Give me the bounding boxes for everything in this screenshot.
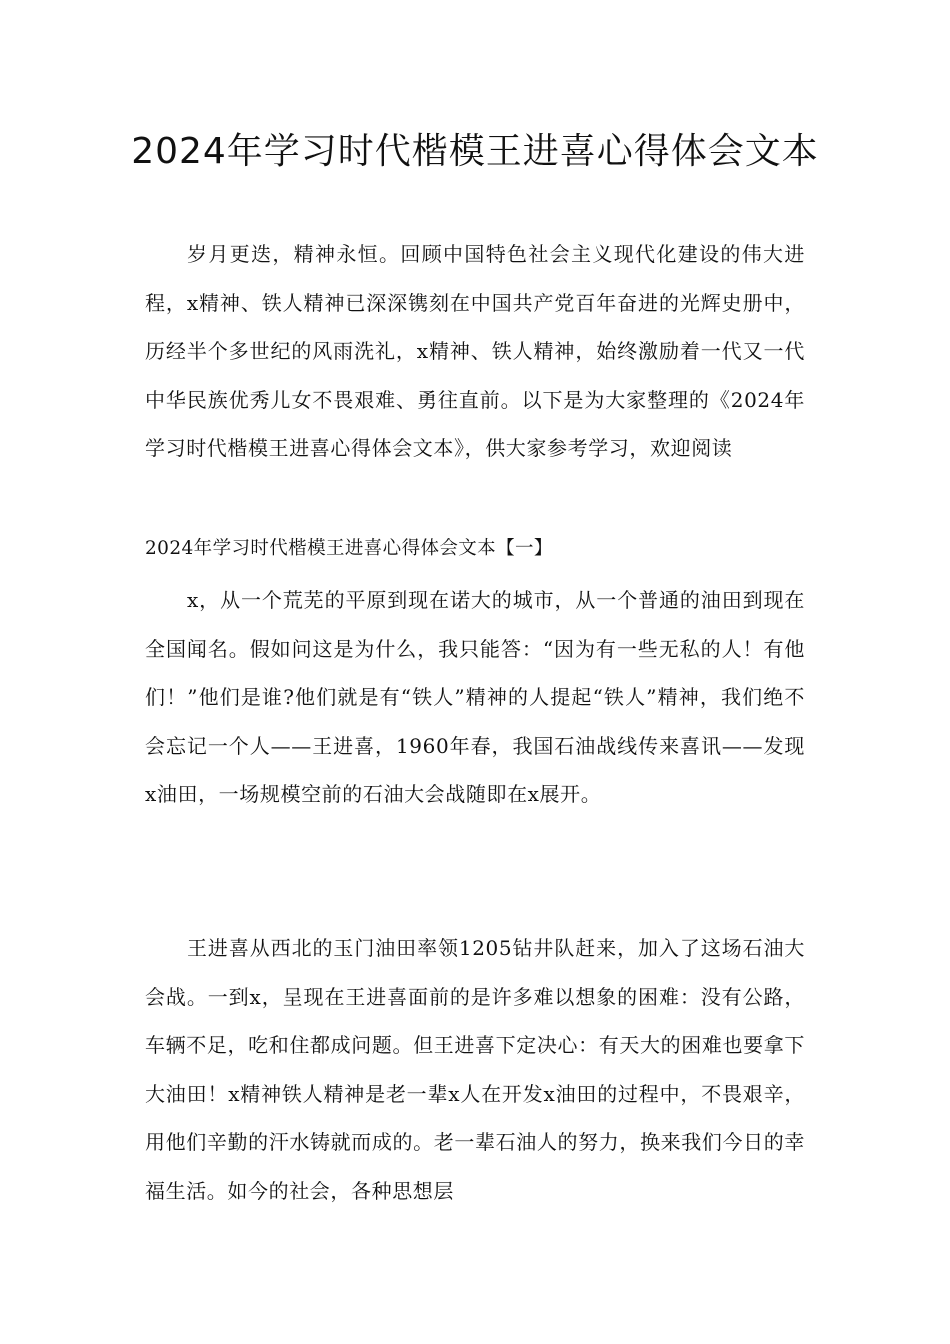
intro-paragraph: 岁月更迭，精神永恒。回顾中国特色社会主义现代化建设的伟大进程，x精神、铁人精神已深深镌刻在中国共产党百年奋进的光辉史册中，历经半个多世纪的风雨洗礼，x精神、铁人精神，始终激励着一代又一代中华民族优秀儿女不畏艰难、勇往直前。以下是为大家整理的《2024年学习时代楷模王进喜心得体会文本》，供大家参考学习，欢迎阅读	[145, 242, 805, 460]
document-title: 2024年学习时代楷模王进喜心得体会文本	[131, 131, 819, 172]
section-heading: 2024年学习时代楷模王进喜心得体会文本【一】	[145, 538, 553, 559]
body-paragraph-2: 王进喜从西北的玉门油田率领1205钻井队赶来，加入了这场石油大会战。一到x，呈现在王进喜面前的是许多难以想象的困难：没有公路，车辆不足，吃和住都成问题。但王进喜下定决心：有天大的困难也要拿下大油田！x精神铁人精神是老一辈x人在开发x油田的过程中，不畏艰辛，用他们辛勤的汗水铸就而成的。老一辈石油人的努力，换来我们今日的幸福生活。如今的社会，各种思想层	[145, 936, 805, 1203]
body-paragraph-1: x，从一个荒芜的平原到现在诺大的城市，从一个普通的油田到现在全国闻名。假如问这是为什么，我只能答：“因为有一些无私的人！有他们！”他们是谁?他们就是有“铁人”精神的人提起“铁人”精神，我们绝不会忘记一个人——王进喜，1960年春，我国石油战线传来喜讯——发现x油田，一场规模空前的石油大会战随即在x展开。	[145, 588, 805, 806]
